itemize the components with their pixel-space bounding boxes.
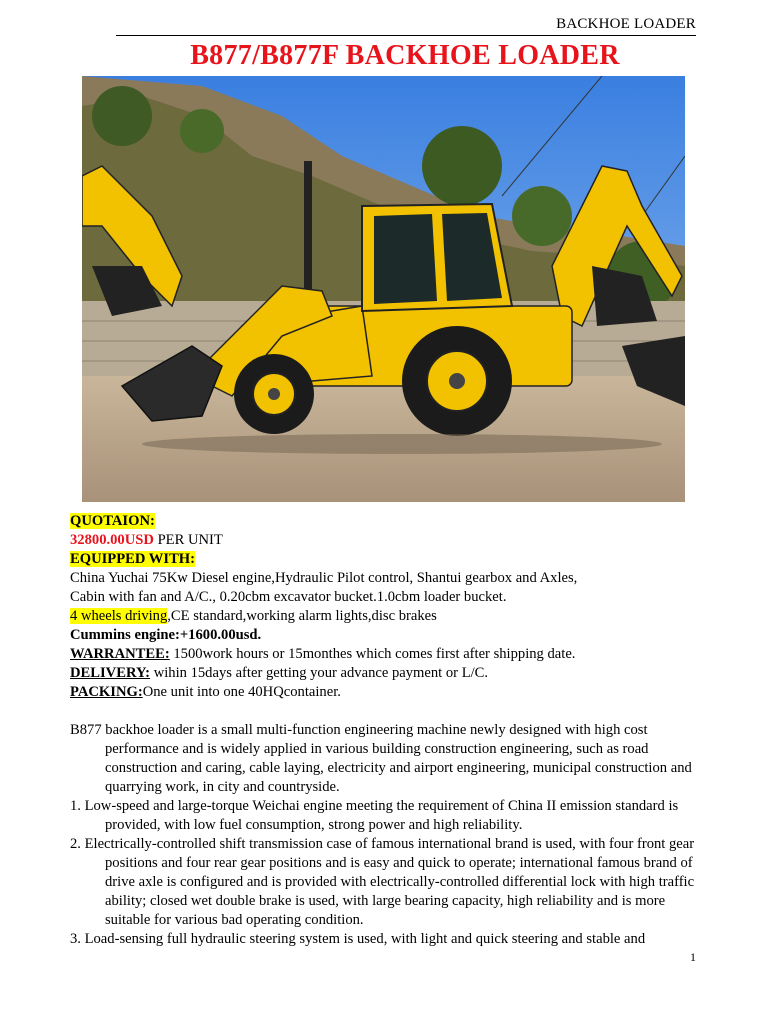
description-block bbox=[70, 721, 710, 949]
warranty-label: WARRANTEE: bbox=[70, 646, 170, 662]
packing-text: One unit into one 40HQcontainer. bbox=[142, 684, 341, 700]
feature-item-3: 3. Load-sensing full hydraulic steering system is used, with light and quick steering and stable and bbox=[70, 931, 646, 947]
quotation-line bbox=[70, 512, 710, 531]
packing-line bbox=[70, 683, 710, 702]
equipped-line bbox=[70, 550, 710, 569]
running-header: BACKHOE LOADER bbox=[556, 16, 696, 32]
price-suffix: PER UNIT bbox=[153, 532, 223, 548]
equipped-text-1: China Yuchai 75Kw Diesel engine,Hydraulic Pilot control, Shantui gearbox and Axles, bbox=[70, 570, 578, 586]
spec-block bbox=[70, 512, 710, 702]
delivery-text: wihin 15days after getting your advance payment or L/C. bbox=[150, 665, 489, 681]
warranty-line bbox=[70, 645, 710, 664]
delivery-label: DELIVERY: bbox=[70, 665, 151, 681]
drive-highlight: 4 wheels driving bbox=[70, 608, 168, 624]
packing-label: PACKING: bbox=[70, 684, 143, 700]
warranty-text: 1500work hours or 15monthes which comes first after shipping date. bbox=[169, 646, 576, 662]
equipped-label: EQUIPPED WITH: bbox=[70, 551, 196, 567]
header-rule bbox=[116, 35, 696, 36]
drive-rest: ,CE standard,working alarm lights,disc brakes bbox=[167, 608, 437, 624]
intro-paragraph: B877 backhoe loader is a small multi-function engineering machine newly designed with high cost performance and is widely applied in various building construction engineering, such as road construction and caring, cable laying, electricity and airport engineering, municipal construction and quarrying work, in city and countryside. bbox=[70, 722, 692, 795]
page-number: 1 bbox=[690, 950, 696, 964]
feature-item-2: 2. Electrically-controlled shift transmission case of famous international brand is used, with four front gear positions and four rear gear positions and is easy and quick to operate; international famous brand of drive axle is configured and is provided with electrically-controlled differential lock with high traffic ability; closed wet double brake is used, with large bearing capacity, high reliability and is more suitable for various bad operating condition. bbox=[70, 836, 695, 928]
equipped-text-2: Cabin with fan and A/C., 0.20cbm excavator bucket.1.0cbm loader bucket. bbox=[70, 589, 507, 605]
feature-item-1: 1. Low-speed and large-torque Weichai engine meeting the requirement of China II emission standard is provided, with low fuel consumption, strong power and high reliability. bbox=[70, 798, 679, 833]
price-value: 32800.00USD bbox=[70, 532, 154, 548]
cummins-option: Cummins engine:+1600.00usd. bbox=[70, 627, 262, 643]
backhoe-loader-photo bbox=[82, 76, 685, 502]
drive-line bbox=[70, 607, 710, 626]
price-line bbox=[70, 531, 710, 550]
document-title: B877/B877F BACKHOE LOADER bbox=[190, 40, 620, 71]
delivery-line bbox=[70, 664, 710, 683]
quotation-label: QUOTAION: bbox=[70, 513, 155, 529]
